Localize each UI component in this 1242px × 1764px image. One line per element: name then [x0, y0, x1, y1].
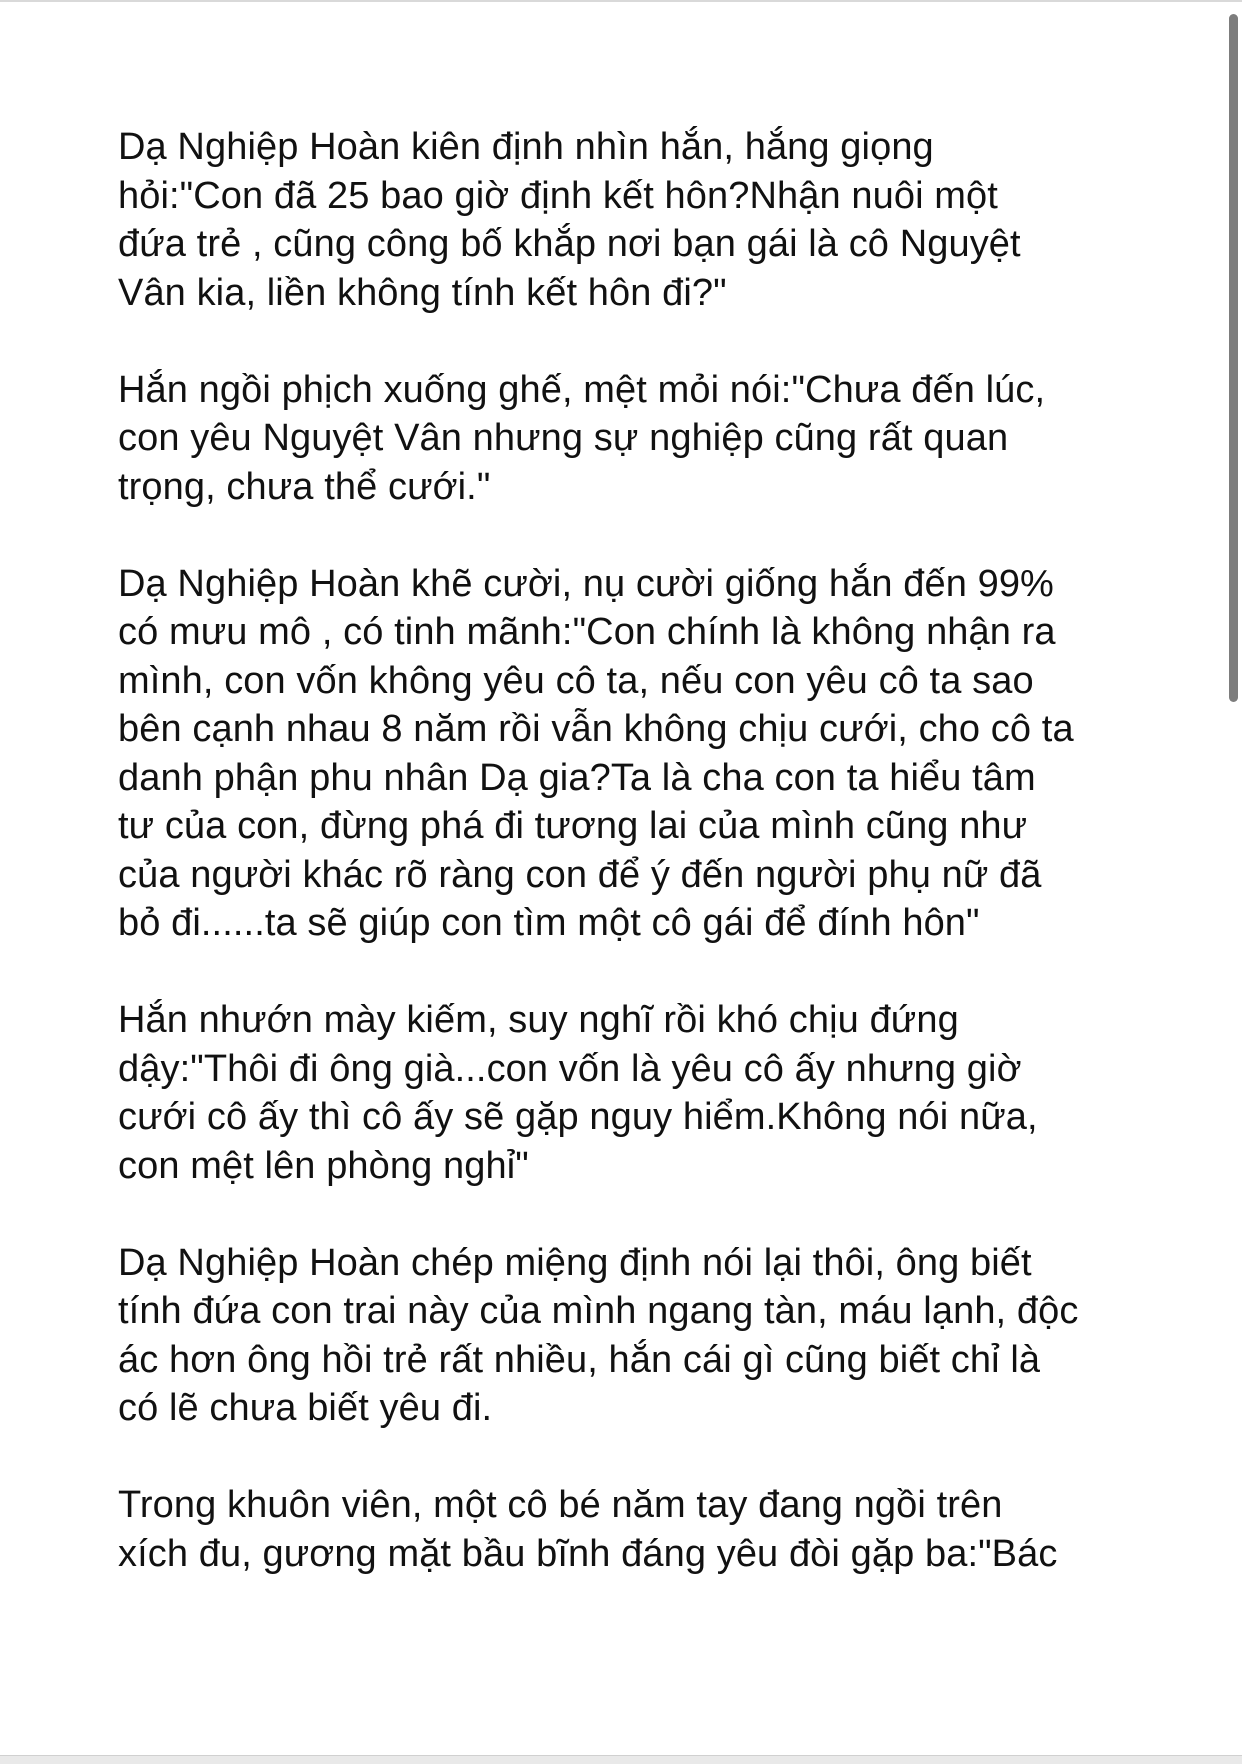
paragraph-3: Dạ Nghiệp Hoàn khẽ cười, nụ cười giống hắn đến 99% có mưu mô , có tinh mãnh:"Con chính là không nhận ra mình, con vốn không yêu cô ta, nếu con yêu cô ta sao bên cạnh nhau 8 năm rồi vẫn không chịu cưới, cho cô ta danh phận phu nhân Dạ gia?Ta là cha con ta hiểu tâm tư của con, đừng phá đi tương lai của mình cũng như của người khác rõ ràng con để ý đến người phụ nữ đã bỏ đi......ta sẽ giúp con tìm một cô gái để đính hôn": [118, 562, 1074, 944]
vertical-scrollbar[interactable]: [1220, 2, 1242, 1754]
bottom-divider: [0, 1755, 1242, 1764]
paragraph-6: Trong khuôn viên, một cô bé năm tay đang ngồi trên xích đu, gương mặt bầu bĩnh đáng yêu đòi gặp ba:"Bác: [118, 1484, 1058, 1575]
scrollbar-thumb[interactable]: [1229, 14, 1238, 702]
paragraph-5: Dạ Nghiệp Hoàn chép miệng định nói lại thôi, ông biết tính đứa con trai này của mình ngang tàn, máu lạnh, độc ác hơn ông hồi trẻ rất nhiều, hắn cái gì cũng biết chỉ là có lẽ chưa biết yêu đi.: [118, 1241, 1079, 1429]
text-content: [118, 123, 1138, 1627]
paragraph-1: Dạ Nghiệp Hoàn kiên định nhìn hắn, hắng giọng hỏi:"Con đã 25 bao giờ định kết hôn?Nhận nuôi một đứa trẻ , cũng công bố khắp nơi bạn gái là cô Nguyệt Vân kia, liền không tính kết hôn đi?": [118, 126, 1021, 314]
paragraph-2: Hắn ngồi phịch xuống ghế, mệt mỏi nói:"Chưa đến lúc, con yêu Nguyệt Vân nhưng sự nghiệp cũng rất quan trọng, chưa thể cưới.": [118, 368, 1046, 508]
top-divider: [0, 0, 1242, 2]
paragraph-4: Hắn nhướn mày kiếm, suy nghĩ rồi khó chịu đứng dậy:"Thôi đi ông già...con vốn là yêu cô ấy nhưng giờ cưới cô ấy thì cô ấy sẽ gặp nguy hiểm.Không nói nữa, con mệt lên phòng nghỉ": [118, 999, 1038, 1187]
